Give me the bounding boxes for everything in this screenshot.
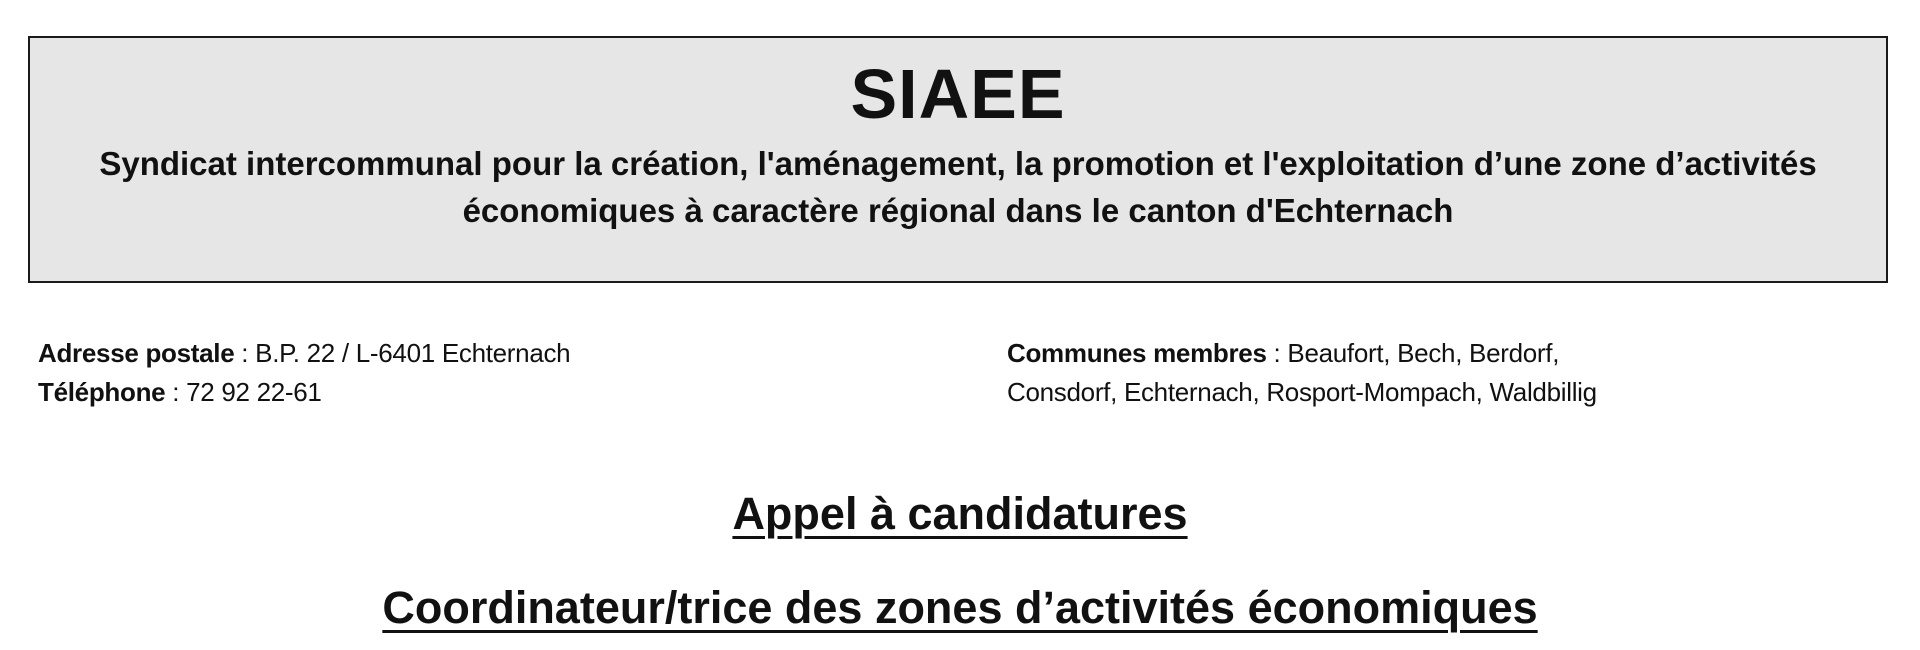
member-communes-value-line1: : Beaufort, Bech, Berdorf, <box>1266 338 1560 368</box>
organization-full-name: Syndicat intercommunal pour la création, l'aménagement, la promotion et l'exploitation d’une zone d’activités économiques à caractère régional dans le canton d'Echternach <box>99 145 1817 229</box>
letterhead-box <box>28 36 1888 283</box>
telephone-value: : 72 92 22-61 <box>165 377 322 407</box>
call-for-applications-heading: Appel à candidatures <box>732 488 1188 539</box>
member-communes-label: Communes membres <box>1007 338 1267 368</box>
contact-info <box>38 334 570 412</box>
organization-acronym: SIAEE <box>850 55 1066 133</box>
postal-address-value: : B.P. 22 / L-6401 Echternach <box>234 338 571 368</box>
postal-address-label: Adresse postale <box>38 338 235 368</box>
postal-address <box>38 334 570 373</box>
telephone <box>38 373 570 412</box>
job-title-heading: Coordinateur/trice des zones d’activités économiques <box>382 582 1538 633</box>
member-communes <box>1007 334 1597 412</box>
member-communes-value-line2: Consdorf, Echternach, Rosport-Mompach, Waldbillig <box>1007 377 1597 407</box>
telephone-label: Téléphone <box>38 377 166 407</box>
